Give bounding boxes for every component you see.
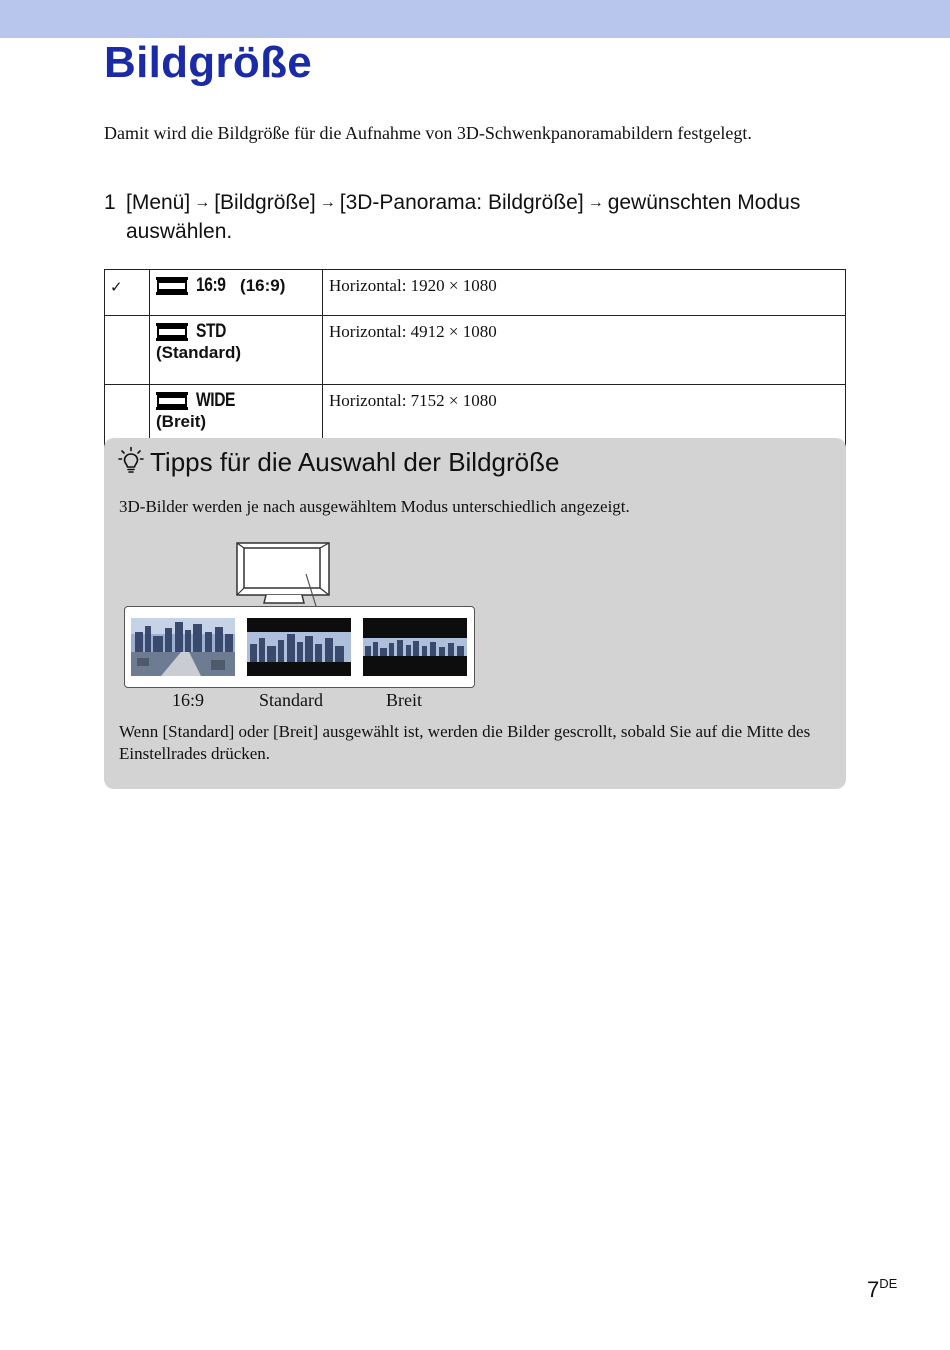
tips-note: Wenn [Standard] oder [Breit] ausgewählt ist, werden die Bilder gescrollt, sobald Sie auf die Mitte des Einstellrades drücken. — [119, 722, 811, 763]
page-title: Bildgröße — [104, 38, 313, 87]
menu-path-4: gewünschten Modus auswählen. — [126, 191, 801, 243]
mode-cell — [150, 316, 323, 385]
resolution-value: Horizontal: 4912 × 1080 — [323, 316, 846, 385]
menu-path-1: [Menü] — [126, 191, 191, 214]
panorama-icon — [156, 323, 188, 341]
tips-box — [104, 438, 846, 789]
page-number — [867, 1276, 897, 1303]
resolution-value: Horizontal: 1920 × 1080 — [323, 270, 846, 316]
arrow-right-icon: → — [194, 194, 211, 211]
check-icon: ✓ — [110, 278, 123, 296]
thumbnail-standard — [247, 618, 351, 676]
arrow-right-icon: → — [319, 194, 336, 211]
mode-cell — [150, 270, 323, 316]
panorama-icon — [156, 277, 188, 295]
image-size-table — [104, 269, 846, 454]
tips-header — [118, 446, 559, 479]
mode-label: (Standard) — [156, 343, 241, 362]
page-language-code: DE — [879, 1276, 898, 1291]
mode-code: STD — [196, 321, 226, 342]
step-text — [126, 188, 844, 246]
page-number-value: 7 — [867, 1277, 880, 1302]
thumbnail-breit — [363, 618, 467, 676]
caption-standard: Standard — [259, 690, 323, 710]
tips-text: 3D-Bilder werden je nach ausgewähltem Modus unterschiedlich angezeigt. — [119, 497, 630, 516]
menu-path-3: [3D-Panorama: Bildgröße] — [339, 191, 584, 214]
intro-text: Damit wird die Bildgröße für die Aufnahme von 3D-Schwenkpanoramabildern festgelegt. — [104, 123, 752, 143]
tips-title: Tipps für die Auswahl der Bildgröße — [150, 447, 560, 477]
arrow-right-icon: → — [587, 194, 604, 211]
step-number: 1 — [104, 191, 116, 214]
tv-illustration — [236, 540, 332, 615]
mode-code: WIDE — [196, 390, 236, 411]
mode-label: (16:9) — [240, 276, 286, 295]
table-row — [105, 270, 846, 316]
mode-code: 16:9 — [196, 275, 226, 296]
default-cell — [105, 316, 150, 385]
caption-breit: Breit — [386, 690, 422, 710]
lightbulb-icon — [118, 446, 144, 479]
panorama-icon — [156, 392, 188, 410]
preview-strip — [124, 606, 475, 688]
thumbnail-16-9 — [131, 618, 235, 676]
resolution-value: Horizontal: 7152 × 1080 — [323, 385, 846, 454]
caption-16-9: 16:9 — [172, 690, 205, 710]
mode-label: (Breit) — [156, 412, 207, 431]
table-row — [105, 316, 846, 385]
header-band — [0, 0, 950, 38]
instruction-step — [104, 188, 844, 246]
menu-path-2: [Bildgröße] — [214, 191, 316, 214]
default-cell — [105, 270, 150, 316]
